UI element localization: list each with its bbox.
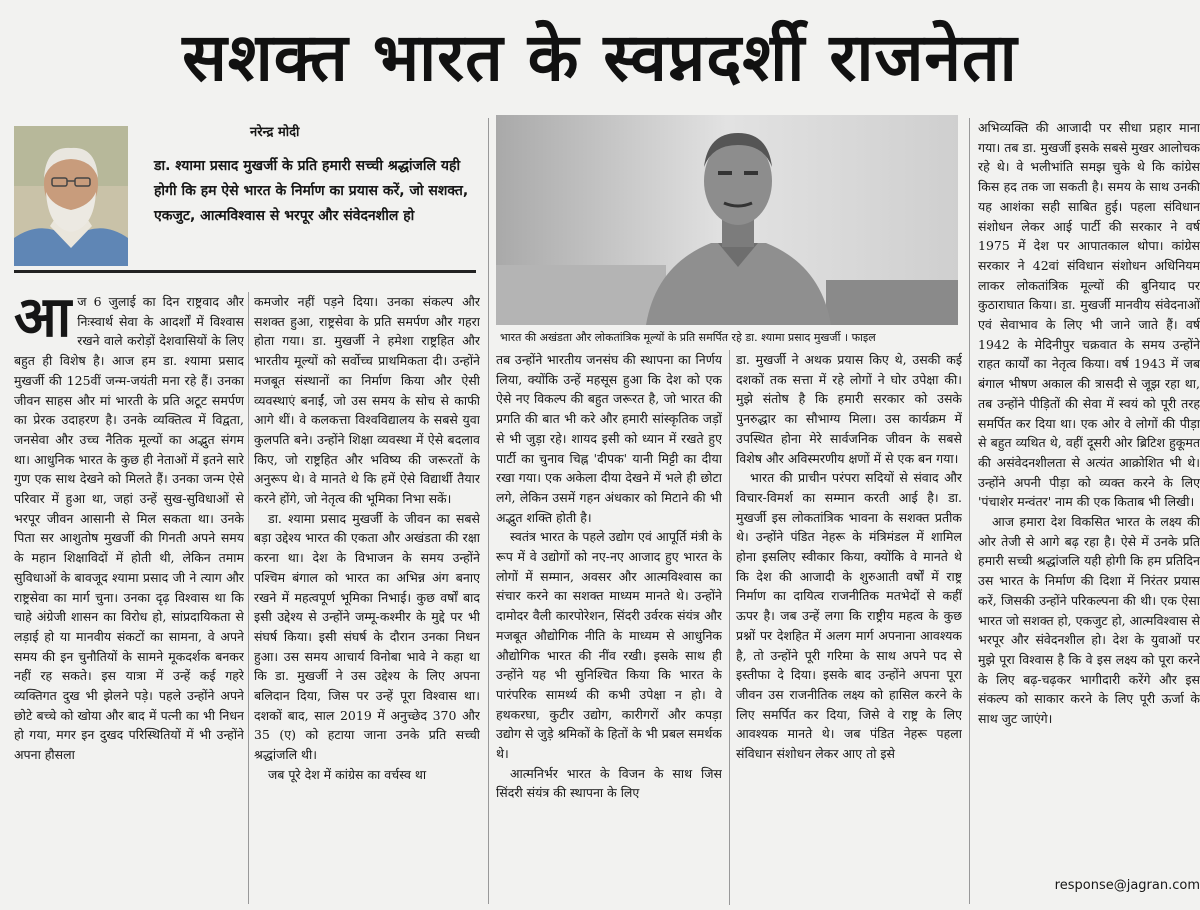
- photo-caption: भारत की अखंडता और लोकतांत्रिक मूल्यों के प्रति समर्पित रहे डा. श्यामा प्रसाद मुखर्जी । फाइल: [500, 331, 876, 344]
- response-email: response@jagran.com: [1054, 878, 1200, 893]
- author-name: नरेन्द्र मोदी: [250, 125, 300, 140]
- headline: सशक्त भारत के स्वप्नदर्शी राजनेता: [182, 19, 1018, 96]
- column-divider: [729, 350, 730, 905]
- paragraph: आज हमारा देश विकसित भारत के लक्ष्य की ओर तेजी से आगे बढ़ रहा है। ऐसे में उनके प्रति हमारी सच्ची श्रद्धांजलि यही होगी कि हम प्रतिदिन उस भारत के निर्माण की दिशा में निरंतर प्रयास करें, जिसकी उन्होंने परिकल्पना की थी। एक ऐसा भारत जो सशक्त हो, एकजुट हो, आत्मविश्वास से भरपूर और संवेदनशील हो। देश के युवाओं पर मुझे पूरा विश्वास है कि वे इस लक्ष्य को पूरा करने के लिए बढ़-चढ़कर भागीदारी करेंगे और इस संकल्प को साकार करने के लिए पूरी ऊर्जा के साथ जुट जाएंगे।: [978, 514, 1200, 727]
- drop-cap: आ: [14, 292, 72, 350]
- column-divider: [488, 118, 489, 904]
- paragraph: तब उन्होंने भारतीय जनसंघ की स्थापना का निर्णय लिया, क्योंकि उन्हें महसूस हुआ कि देश को एक ऐसे नए विकल्प की बहुत जरूरत है, जो भारत की प्रगति की बात भी करे और हमारी सांस्कृतिक जड़ों से भी जुड़ा रहे। शायद इसी को ध्यान में रखते हुए पार्टी का चुनाव चिह्न 'दीपक' यानी मिट्टी का दीया रखा गया। एक अकेला दीया देखने में भले ही छोटा लगे, लेकिन उसमें गहन अंधकार को मिटाने की भी अद्भुत शक्ति होती है।: [496, 352, 722, 525]
- paragraph: डा. श्यामा प्रसाद मुखर्जी के जीवन का सबसे बड़ा उद्देश्य भारत की एकता और अखंडता की रक्षा करना था। देश के विभाजन के समय उन्होंने पश्चिम बंगाल को भारत का अभिन्न अंग बनाए रखने में महत्वपूर्ण भूमिका निभाई। कुछ वर्षों बाद इसी उद्देश्य से उन्होंने जम्मू-कश्मीर के मुद्दे पर भी संघर्ष किया। इसी संघर्ष के दौरान उनका निधन हुआ। उस समय आचार्य विनोबा भावे ने कहा था कि डा. मुखर्जी ने उस उद्देश्य के लिए अपना बलिदान दिया, जिस पर उन्हें पूरा विश्वास था। दशकों बाद, साल 2019 में अनुच्छेद 370 और 35 (ए) को हटाया जाना उनके प्रति सच्ची श्रद्धांजलि थी।: [254, 510, 480, 763]
- article-column-5: [978, 118, 1200, 878]
- author-photo: [14, 126, 128, 266]
- pull-quote: डा. श्यामा प्रसाद मुखर्जी के प्रति हमारी सच्ची श्रद्धांजलि यही होगी कि हम ऐसे भारत के निर्माण का प्रयास करें, जो सशक्त, एकजुट, आत्मविश्वास से भरपूर और संवेदनशील हो: [154, 158, 469, 224]
- paragraph: कमजोर नहीं पड़ने दिया। उनका संकल्प और सशक्त हुआ, राष्ट्रसेवा के प्रति समर्पण और गहरा होता गया। डा. मुखर्जी ने हमेशा राष्ट्रहित और भारतीय मूल्यों को सर्वोच्च प्राथमिकता दी। उन्होंने मजबूत संस्थानों का निर्माण किया और ऐसी व्यवस्थाएं बनाईं, जो उस समय के सोच से काफी आगे थीं। वे कलकत्ता विश्वविद्यालय के सबसे युवा कुलपति बने। उन्होंने शिक्षा व्यवस्था में ऐसे बदलाव किए, जो राष्ट्रहित और भविष्य की जरूरतों के अनुरूप थे। वे मानते थे कि हमें ऐसे विद्यार्थी तैयार करने होंगे, जो नेतृत्व की भूमिका निभा सकें।: [254, 294, 480, 507]
- paragraph: स्वतंत्र भारत के पहले उद्योग एवं आपूर्ति मंत्री के रूप में वे उद्योगों को नए-नए आजाद हुए भारत के लोगों में सम्मान, अवसर और आत्मविश्वास का संचार करने का सशक्त माध्यम मानते थे। उन्होंने दामोदर वैली कारपोरेशन, सिंदरी उर्वरक संयंत्र और मजबूत औद्योगिक नीति के माध्यम से आधुनिक औद्योगिक भारत की नींव रखी। इसके साथ ही उन्होंने यह भी सुनिश्चित किया कि भारत के पारंपरिक सामर्थ्य की कभी उपेक्षा न हो। वे हथकरघा, कुटीर उद्योग, कारीगरों और कपड़ा उद्योग से जुड़े श्रमिकों के हितों के भी प्रबल समर्थक थे।: [496, 529, 722, 762]
- article-column-1: [14, 292, 244, 904]
- column-divider: [248, 292, 249, 904]
- byline-box: [14, 118, 476, 273]
- article-column-3: [496, 350, 722, 905]
- paragraph: अभिव्यक्ति की आजादी पर सीधा प्रहार माना गया। तब डा. मुखर्जी इसके सबसे मुखर आलोचक रहे थे। वे भलीभांति समझ चुके थे कि कांग्रेस किस हद तक जा सकती है। समय के साथ उनकी यह आशंका सही साबित हुई। पहला संविधान संशोधन लेकर आई पार्टी की सरकार ने वर्ष 1975 में देश पर आपातकाल थोपा। कांग्रेस सरकार ने 42वां संविधान संशोधन अधिनियम लाकर लोकतांत्रिक मूल्यों की बुनियाद पर कुठाराघात किया। डा. मुखर्जी मानवीय संवेदनाओं एवं सेवाभाव के लिए भी जाने जाते हैं। वर्ष 1942 के मेदिनीपुर चक्रवात के समय उन्होंने राहत कार्यों का नेतृत्व किया। वर्ष 1943 में जब बंगाल भीषण अकाल की त्रासदी से जूझ रहा था, तब उन्होंने पीड़ितों की सेवा में स्वयं को पूरी तरह समर्पित कर दिया था। एक ओर वे लोगों की पीड़ा से बहुत व्यथित थे, वहीं दूसरी ओर ब्रिटिश हुकूमत की असंवेदनशीलता से अत्यंत आक्रोशित भी थे। उन्होंने अपनी पीड़ा को व्यक्त करने के लिए 'पंचाशेर मन्वंतर' नाम की एक किताब भी लिखी।: [978, 120, 1200, 510]
- paragraph: डा. मुखर्जी ने अथक प्रयास किए थे, उसकी कई दशकों तक सत्ता में रहे लोगों ने घोर उपेक्षा की। मुझे संतोष है कि हमारी सरकार को उसके पुनरुद्धार का सौभाग्य मिला। उस कार्यक्रम में उपस्थित होना मेरे सार्वजनिक जीवन के सबसे विशेष और अविस्मरणीय क्षणों में से एक बन गया।: [736, 352, 962, 466]
- column-divider: [969, 118, 970, 904]
- article-column-2: [254, 292, 480, 904]
- article-column-4: [736, 350, 962, 905]
- article-photo: [496, 115, 958, 325]
- paragraph: आज 6 जुलाई का दिन राष्ट्रवाद और निःस्वार्थ सेवा के आदर्शों में विश्वास रखने वाले करोड़ों देशवासियों के लिए बहुत ही विशेष है। आज हम डा. श्यामा प्रसाद मुखर्जी की 125वीं जन्म-जयंती मना रहे हैं। उनका जीवन साहस और मां भारती के प्रति अटूट समर्पण का प्रेरक उदाहरण है। उनके व्यक्तित्व में विद्वता, जनसेवा और उच्च नैतिक मूल्यों का अद्भुत संगम था। आधुनिक भारत के कुछ ही नेताओं में इतने सारे गुण एक साथ देखने को मिलते हैं। उनका जन्म ऐसे परिवार में हुआ था, जहां उन्हें सुख-सुविधाओं से भरपूर जीवन आसानी से मिल सकता था। उनके पिता सर आशुतोष मुखर्जी की गिनती अपने समय के महान शिक्षाविदों में होती थी, लेकिन तमाम सुविधाओं के बावजूद श्यामा प्रसाद जी ने त्याग और राष्ट्रसेवा का मार्ग चुना। उनका दृढ़ विश्वास था कि चाहे अंग्रेजी शासन का विरोध हो, सांप्रदायिकता से लड़ाई हो या मानवीय संकटों का सामना, वे अपने समय की इन चुनौतियों के सामने मूकदर्शक बनकर नहीं रह सकते। इस यात्रा में उन्हें कई गहरे व्यक्तिगत दुख भी झेलने पड़े। पहले उन्होंने अपने छोटे बच्चे को खोया और बाद में पत्नी का भी निधन हो गया, मगर इन दुखद परिस्थितियों में भी उन्होंने अपना हौसला: [14, 292, 244, 763]
- paragraph: जब पूरे देश में कांग्रेस का वर्चस्व था: [268, 766, 427, 782]
- paragraph: भारत की प्राचीन परंपरा सदियों से संवाद और विचार-विमर्श का सम्मान करती आई है। डा. मुखर्जी इस लोकतांत्रिक भावना के सशक्त प्रतीक थे। उन्होंने पंडित नेहरू के मंत्रिमंडल में शामिल होना इसलिए स्वीकार किया, क्योंकि वे मानते थे कि देश की आजादी के शुरुआती वर्षों में राष्ट्र निर्माण का दायित्व राजनीतिक मतभेदों से कहीं ऊपर है। जब उन्हें लगा कि राष्ट्रीय महत्व के कुछ प्रश्नों पर देशहित में अलग मार्ग अपनाना आवश्यक है, तो उन्होंने पूरी गरिमा के साथ अपने पद से इस्तीफा दे दिया। इसके बाद उन्होंने अपना पूरा जीवन उस राजनीतिक लक्ष्य को हासिल करने के लिए समर्पित कर दिया, जिसे वे राष्ट्र के लिए आवश्यक मानते थे। जब पंडित नेहरू पहला संविधान संशोधन लेकर आए तो इसे: [736, 470, 962, 762]
- paragraph: आत्मनिर्भर भारत के विजन के साथ जिस सिंदरी संयंत्र की स्थापना के लिए: [496, 765, 722, 801]
